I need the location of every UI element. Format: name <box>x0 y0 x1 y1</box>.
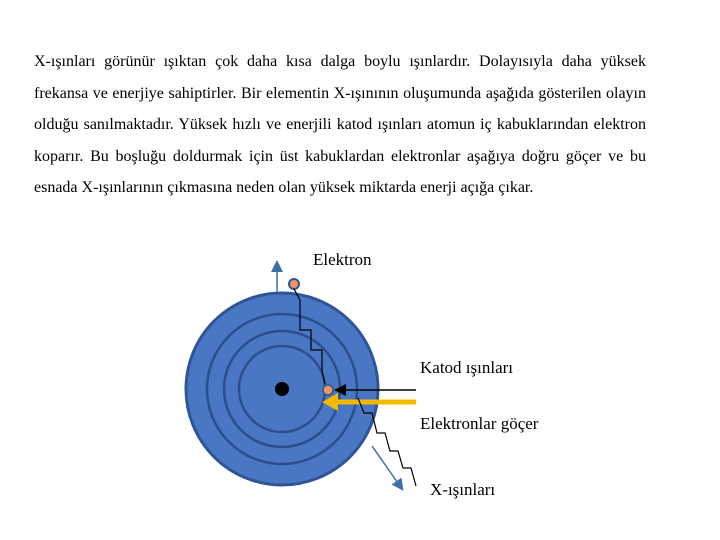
x-rays-label: X-ışınları <box>430 480 496 499</box>
x-ray-arrow <box>372 446 400 486</box>
electron-label: Elektron <box>313 250 372 269</box>
electrons-migrate-label: Elektronlar göçer <box>420 414 539 433</box>
cathode-rays-label: Katod ışınları <box>420 358 514 377</box>
nucleus <box>275 382 289 396</box>
ejected-electron <box>289 279 299 289</box>
inner-electron <box>323 385 333 395</box>
explanation-paragraph: X-ışınları görünür ışıktan çok daha kısa dalga boylu ışınlardır. Dolayısıyla daha yüksek frekansa ve enerjiye sahiptirler. Bir elementin X-ışınının oluşumunda aşağıda gösterilen olayın olduğu sanılmaktadır. Yüksek hızlı ve enerjili katod ışınları atomun iç kabuklarından elektron koparır. Bu boşluğu doldurmak için üst kabuklardan elektronlar aşağıya doğru göçer ve bu esnada X-ışınlarının çıkmasına neden olan yüksek miktarda enerji açığa çıkar. <box>34 53 646 196</box>
